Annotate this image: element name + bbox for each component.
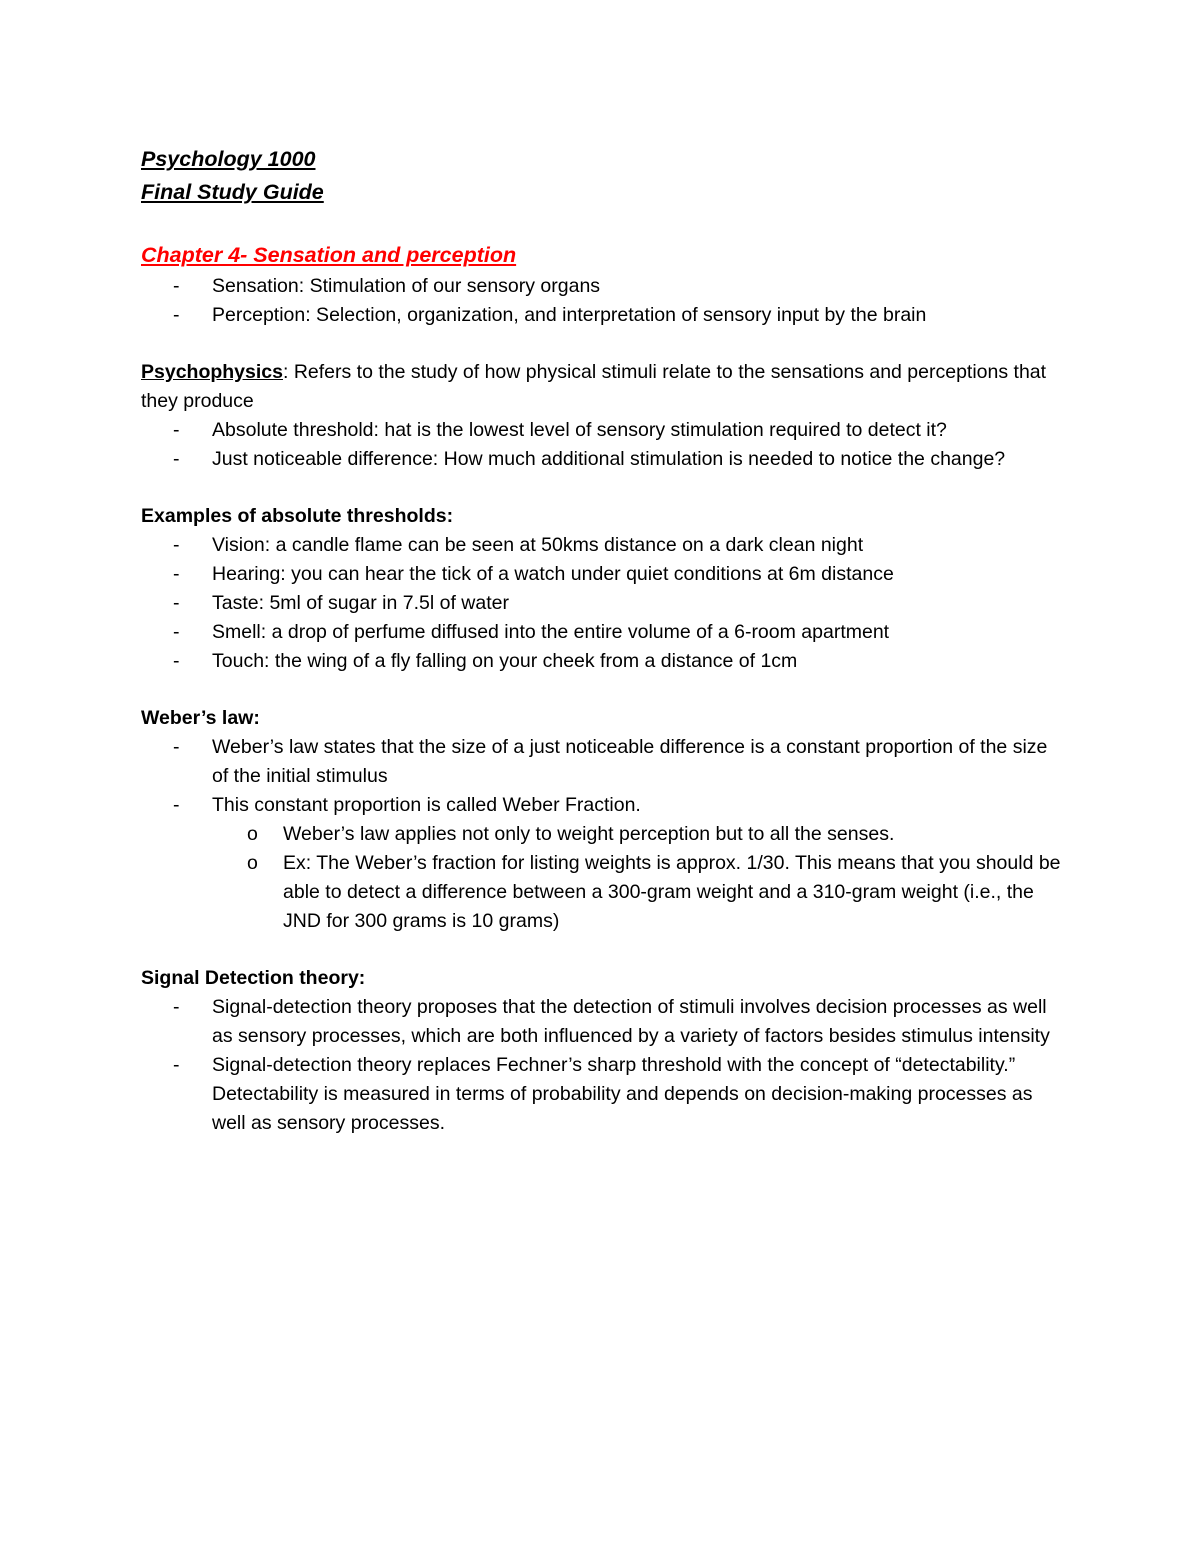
sub-list-text: Weber’s law applies not only to weight perception but to all the senses. [283, 823, 895, 845]
course-title: Psychology 1000 [141, 147, 316, 171]
list-item: - Vision: a candle flame can be seen at 50kms distance on a dark clean night [141, 531, 1061, 560]
list-item: - Taste: 5ml of sugar in 7.5l of water [141, 589, 1061, 618]
sub-list-item [141, 849, 1061, 936]
psychophysics-paragraph [141, 358, 1061, 416]
circle-bullet-icon: o [247, 852, 258, 874]
circle-bullet-icon: o [247, 823, 258, 845]
guide-title: Final Study Guide [141, 180, 324, 204]
sub-list-item [141, 820, 1061, 849]
list-item: - Smell: a drop of perfume diffused into the entire volume of a 6-room apartment [141, 618, 1061, 647]
list-item: - Touch: the wing of a fly falling on your cheek from a distance of 1cm [141, 647, 1061, 676]
list-item: - Hearing: you can hear the tick of a watch under quiet conditions at 6m distance [141, 560, 1061, 589]
weber-list [141, 733, 1061, 820]
weber-heading: Weber’s law: [141, 707, 260, 729]
psychophysics-term: Psychophysics [141, 361, 283, 383]
intro-list [141, 272, 1061, 330]
list-item: - Perception: Selection, organization, and interpretation of sensory input by the brain [141, 301, 1061, 330]
list-item: - Signal-detection theory replaces Fechner’s sharp threshold with the concept of “detectability.” Detectability is measured in terms of probability and depends on decision-making processes as well as sensory processes. [141, 1051, 1061, 1138]
threshold-list [141, 416, 1061, 474]
chapter-heading: Chapter 4- Sensation and perception [141, 243, 517, 267]
signal-list [141, 993, 1061, 1138]
list-item: - Absolute threshold: hat is the lowest level of sensory stimulation required to detect it? [141, 416, 1061, 445]
sub-list-text: Ex: The Weber’s fraction for listing weights is approx. 1/30. This means that you should be able to detect a difference between a 300-gram weight and a 310-gram weight (i.e., the JND for 300 grams is 10 grams) [283, 852, 1061, 932]
study-guide-page [141, 143, 1061, 1138]
list-item: - Weber’s law states that the size of a just noticeable difference is a constant proportion of the size of the initial stimulus [141, 733, 1061, 791]
weber-sublist [141, 820, 1061, 936]
list-item: - Sensation: Stimulation of our sensory organs [141, 272, 1061, 301]
list-item: - Signal-detection theory proposes that the detection of stimuli involves decision processes as well as sensory processes, which are both influenced by a variety of factors besides stimulus intensity [141, 993, 1061, 1051]
signal-heading: Signal Detection theory: [141, 967, 366, 989]
list-item: - Just noticeable difference: How much additional stimulation is needed to notice the change? [141, 445, 1061, 474]
examples-list [141, 531, 1061, 676]
list-item: - This constant proportion is called Weber Fraction. [141, 791, 1061, 820]
psychophysics-definition: : Refers to the study of how physical stimuli relate to the sensations and perceptions that they produce [141, 361, 1047, 412]
examples-heading: Examples of absolute thresholds: [141, 505, 454, 527]
